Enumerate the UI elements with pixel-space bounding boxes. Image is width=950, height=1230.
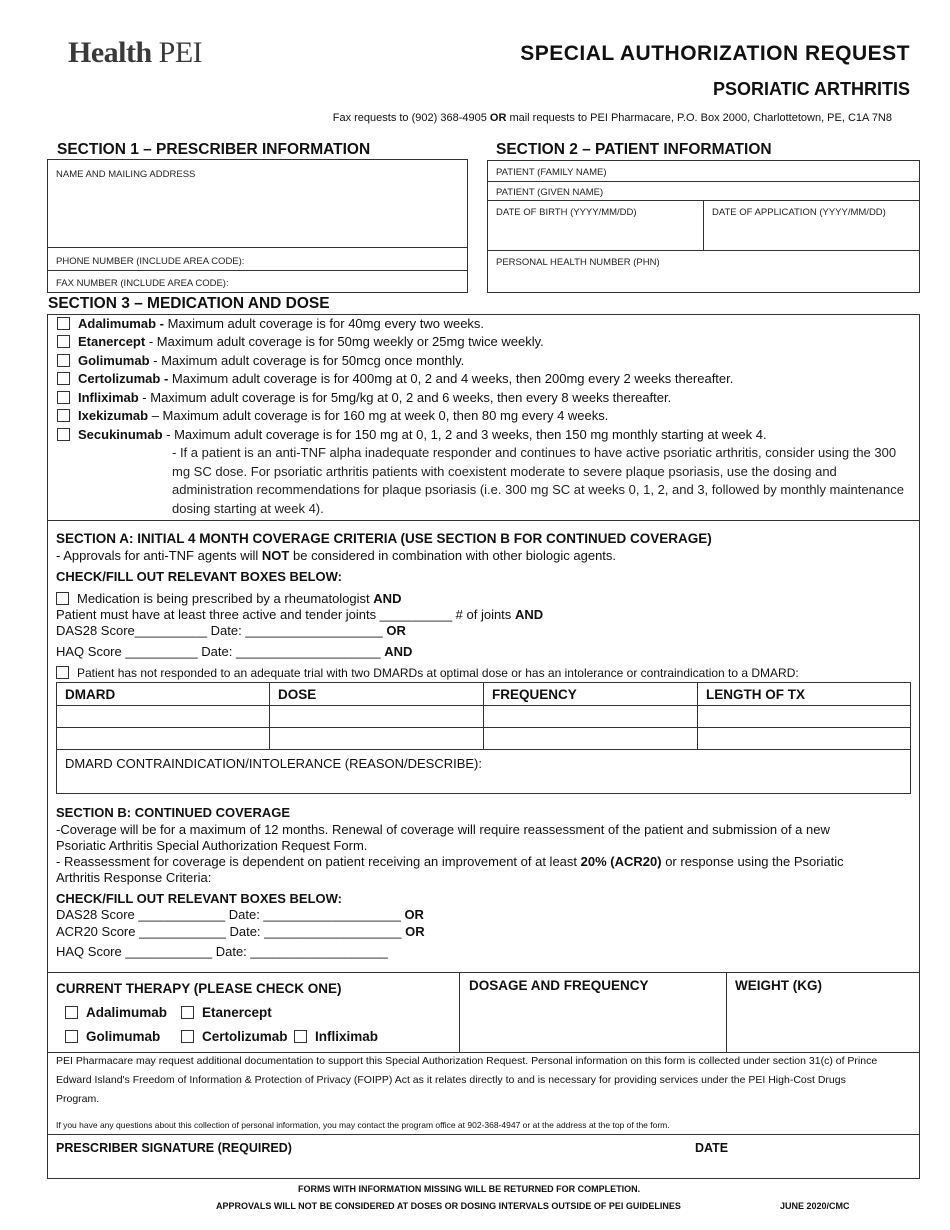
sectionB-acr20-field[interactable]: ACR20 Score ____________ Date: ___________________ OR (56, 924, 425, 939)
sectionB-line4: Arthritis Response Criteria: (56, 870, 212, 885)
checkbox[interactable] (57, 428, 70, 441)
dmard-contraindication-field[interactable]: DMARD CONTRAINDICATION/INTOLERANCE (REASON/DESCRIBE): (65, 756, 483, 771)
health-pei-logo: Health PEI (68, 36, 203, 69)
section3-heading: SECTION 3 – MEDICATION AND DOSE (48, 295, 330, 312)
sectionB-heading: SECTION B: CONTINUED COVERAGE (56, 805, 291, 820)
sectionA-heading: SECTION A: INITIAL 4 MONTH COVERAGE CRITERIA (USE SECTION B FOR CONTINUED COVERAGE) (56, 531, 712, 546)
checkbox[interactable] (294, 1030, 307, 1043)
sectionB-das28-field[interactable]: DAS28 Score ____________ Date: ___________________ OR (56, 907, 424, 922)
checkbox[interactable] (57, 409, 70, 422)
patient-family-name-field[interactable]: PATIENT (FAMILY NAME) (496, 167, 607, 178)
haq-field[interactable]: HAQ Score __________ Date: ____________________ AND (56, 644, 413, 659)
footer-approvals: APPROVALS WILL NOT BE CONSIDERED AT DOSES OR DOSING INTERVALS OUTSIDE OF PEI GUIDELINES (216, 1201, 681, 1211)
med-option-etanercept[interactable]: Etanercept - Maximum adult coverage is for 50mg weekly or 25mg twice weekly. (57, 334, 544, 349)
date-of-birth-field[interactable]: DATE OF BIRTH (YYYY/MM/DD) (496, 207, 637, 218)
signature-date-field[interactable]: DATE (695, 1141, 729, 1155)
form-title: SPECIAL AUTHORIZATION REQUEST (520, 42, 910, 65)
phn-field[interactable]: PERSONAL HEALTH NUMBER (PHN) (496, 257, 660, 268)
joints-field[interactable]: Patient must have at least three active and tender joints __________ # of joints AND (56, 607, 544, 622)
fax-field[interactable]: FAX NUMBER (INCLUDE AREA CODE): (56, 278, 229, 289)
name-address-field[interactable]: NAME AND MAILING ADDRESS (56, 169, 196, 180)
form-version: JUNE 2020/CMC (780, 1201, 850, 1211)
form-subtitle: PSORIATIC ARTHRITIS (713, 79, 910, 99)
checkbox[interactable] (57, 354, 70, 367)
secukinumab-note: - If a patient is an anti-TNF alpha inadequate responder and continues to have active psoriatic arthritis, consider using the 300 mg SC dose. For psoriatic arthritis patients with coexistent moderate to severe plaque psoriasis, use the dosing and administration recommendations for plaque psoriasis (i.e. 300 mg SC at weeks 0, 1, 2, and 3, followed by monthly maintenance dosing starting at week 4). (172, 445, 904, 516)
checkbox[interactable] (56, 592, 69, 605)
phone-field[interactable]: PHONE NUMBER (INCLUDE AREA CODE): (56, 256, 245, 267)
med-option-golimumab[interactable]: Golimumab - Maximum adult coverage is for 50mcg once monthly. (57, 353, 464, 368)
sectionB-line2: Psoriatic Arthritis Special Authorization Request Form. (56, 838, 368, 853)
current-therapy-heading: CURRENT THERAPY (PLEASE CHECK ONE) (56, 981, 342, 996)
checkbox[interactable] (181, 1006, 194, 1019)
fax-instructions: Fax requests to (902) 368-4905 OR mail requests to PEI Pharmacare, P.O. Box 2000, Charlottetown, PE, C1A 7N8 (332, 112, 892, 124)
patient-given-name-field[interactable]: PATIENT (GIVEN NAME) (496, 187, 604, 198)
footer-missing-info: FORMS WITH INFORMATION MISSING WILL BE RETURNED FOR COMPLETION. (298, 1184, 641, 1194)
dmard-option[interactable]: Patient has not responded to an adequate trial with two DMARDs at optimal dose or has an intolerance or contraindication to a DMARD: (56, 666, 799, 680)
dmard-col-header: DMARD (65, 687, 116, 702)
sectionB-line3: - Reassessment for coverage is dependent on patient receiving an improvement of at least 20% (ACR20) or response using the Psoriatic (56, 854, 844, 869)
therapy-option-infliximab[interactable]: Infliximab (294, 1029, 378, 1044)
checkbox[interactable] (56, 666, 69, 679)
section1-heading: SECTION 1 – PRESCRIBER INFORMATION (57, 141, 371, 158)
therapy-option-etanercept[interactable]: Etanercept (181, 1005, 272, 1020)
weight-field[interactable]: WEIGHT (KG) (735, 978, 822, 993)
section2-heading: SECTION 2 – PATIENT INFORMATION (496, 141, 772, 158)
prescriber-signature-field[interactable]: PRESCRIBER SIGNATURE (REQUIRED) (56, 1141, 292, 1155)
sectionB-line1: -Coverage will be for a maximum of 12 months. Renewal of coverage will require reassessment of the patient and submission of a new (56, 822, 830, 837)
therapy-option-golimumab[interactable]: Golimumab (65, 1029, 160, 1044)
therapy-option-adalimumab[interactable]: Adalimumab (65, 1005, 167, 1020)
dose-col-header: DOSE (278, 687, 317, 702)
rheumatologist-option[interactable]: Medication is being prescribed by a rheumatologist AND (56, 591, 401, 606)
das28-field[interactable]: DAS28 Score__________ Date: ___________________ OR (56, 623, 406, 638)
med-option-certolizumab[interactable]: Certolizumab - Maximum adult coverage is for 400mg at 0, 2 and 4 weeks, then 200mg every 2 weeks thereafter. (57, 371, 733, 386)
privacy-statement: PEI Pharmacare may request additional documentation to support this Special Authorization Request. Personal information on this form is collected under section 31(c) of Prince Edward Island's Freedom of Information & Protection of Privacy (FOIPP) Act as it relates directly to and is necessary for providing services under the PEI High-Cost Drugs Program. (56, 1055, 878, 1105)
therapy-option-certolizumab[interactable]: Certolizumab (181, 1029, 288, 1044)
length-col-header: LENGTH OF TX (706, 687, 805, 702)
date-of-application-field[interactable]: DATE OF APPLICATION (YYYY/MM/DD) (712, 207, 886, 218)
checkbox[interactable] (181, 1030, 194, 1043)
checkbox[interactable] (57, 317, 70, 330)
privacy-questions: If you have any questions about this collection of personal information, you may contact the program office at 902-368-4947 or at the address at the top of the form. (56, 1120, 670, 1130)
sectionB-haq-field[interactable]: HAQ Score ____________ Date: ___________________ (56, 944, 388, 959)
checkbox[interactable] (65, 1006, 78, 1019)
approvals-note: - Approvals for anti-TNF agents will NOT be considered in combination with other biologic agents. (56, 548, 617, 563)
frequency-col-header: FREQUENCY (492, 687, 577, 702)
med-option-ixekizumab[interactable]: Ixekizumab – Maximum adult coverage is for 160 mg at week 0, then 80 mg every 4 weeks. (57, 408, 608, 423)
med-option-secukinumab[interactable]: Secukinumab - Maximum adult coverage is for 150 mg at 0, 1, 2 and 3 weeks, then 150 mg monthly starting at week 4. (57, 427, 767, 442)
dosage-frequency-field[interactable]: DOSAGE AND FREQUENCY (469, 978, 649, 993)
med-option-adalimumab[interactable]: Adalimumab - Maximum adult coverage is for 40mg every two weeks. (57, 316, 484, 331)
checkbox[interactable] (57, 391, 70, 404)
sectionA-check-heading: CHECK/FILL OUT RELEVANT BOXES BELOW: (56, 569, 343, 584)
sectionB-check-heading: CHECK/FILL OUT RELEVANT BOXES BELOW: (56, 891, 343, 906)
med-option-infliximab[interactable]: Infliximab - Maximum adult coverage is for 5mg/kg at 0, 2 and 6 weeks, then every 8 weeks thereafter. (57, 390, 671, 405)
checkbox[interactable] (57, 372, 70, 385)
checkbox[interactable] (57, 335, 70, 348)
checkbox[interactable] (65, 1030, 78, 1043)
